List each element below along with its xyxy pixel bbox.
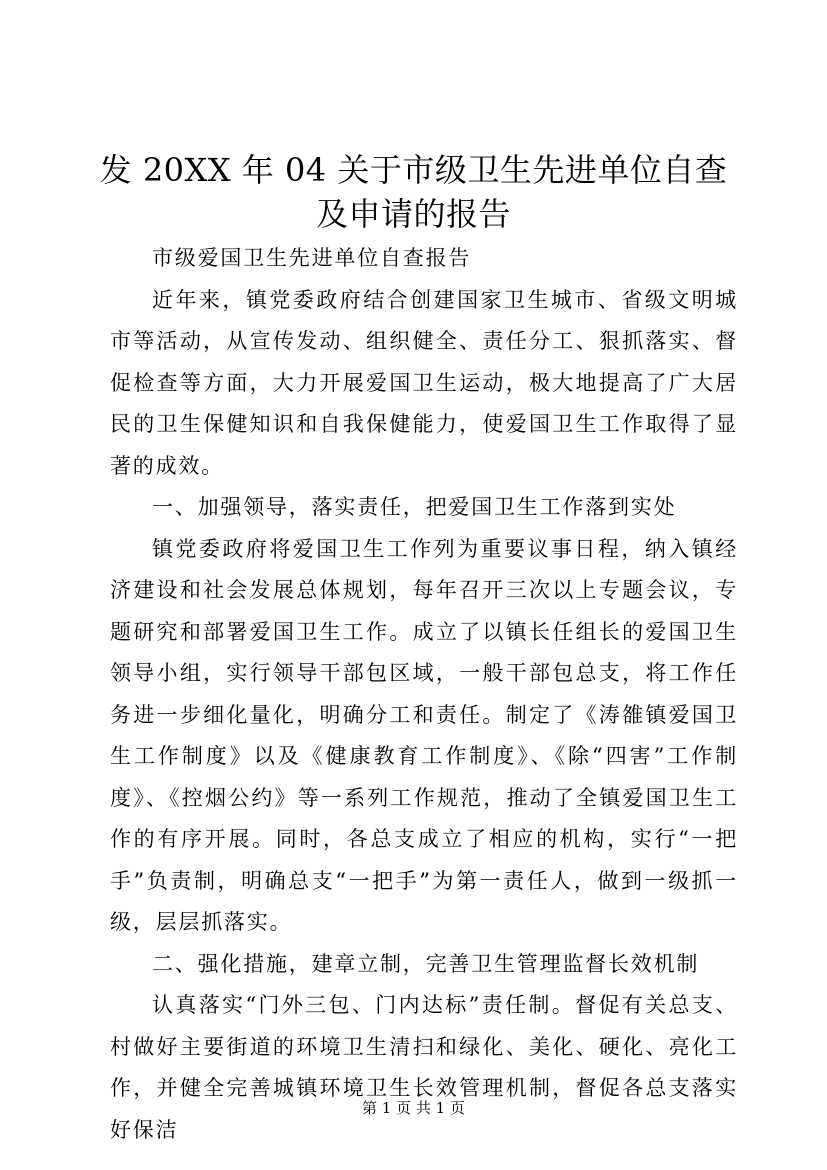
section-heading-1: 一、加强领导，落实责任，把爱国卫生工作落到实处 [152,495,677,519]
document-body [110,238,738,1151]
section-heading-2: 二、强化措施，建章立制，完善卫生管理监督长效机制 [152,951,700,976]
section-2-paragraph: 认真落实“门外三包、门内达标”责任制。督促有关总支、村做好主要街道的环境卫生清扫和绿化、美化、硬化、亮化工作，并健全完善城镇环境卫生长效管理机制，督促各总支落实好保洁 [110,993,738,1142]
report-subtitle-paragraph: 市级爱国卫生先进单位自查报告 [152,246,472,270]
document-title: 发 20XX 年 04 关于市级卫生先进单位自查及申请的报告 [99,151,728,233]
section-1-paragraph: 镇党委政府将爱国卫生工作列为重要议事日程，纳入镇经济建设和社会发展总体规划，每年召开三次以上专题会议，专题研究和部署爱国卫生工作。成立了以镇长任组长的爱国卫生领导小组，实行领导干部包区域，一般干部包总支，将工作任务进一步细化量化，明确分工和责任。制定了《涛雒镇爱国卫生工作制度》以及《健康教育工作制度》、《除“四害”工作制度》、《控烟公约》等一系列工作规范，推动了全镇爱国卫生工作的有序开展。同时，各总支成立了相应的机构，实行“一把手”负责制，明确总支“一把手”为第一责任人，做到一级抓一级，层层抓落实。 [110,536,738,934]
intro-paragraph: 近年来，镇党委政府结合创建国家卫生城市、省级文明城市等活动，从宣传发动、组织健全、责任分工、狠抓落实、督促检查等方面，大力开展爱国卫生运动，极大地提高了广大居民的卫生保健知识和自我保健能力，使爱国卫生工作取得了显著的成效。 [110,287,738,478]
page-footer: 第 1 页 共 1 页 [362,1099,465,1117]
